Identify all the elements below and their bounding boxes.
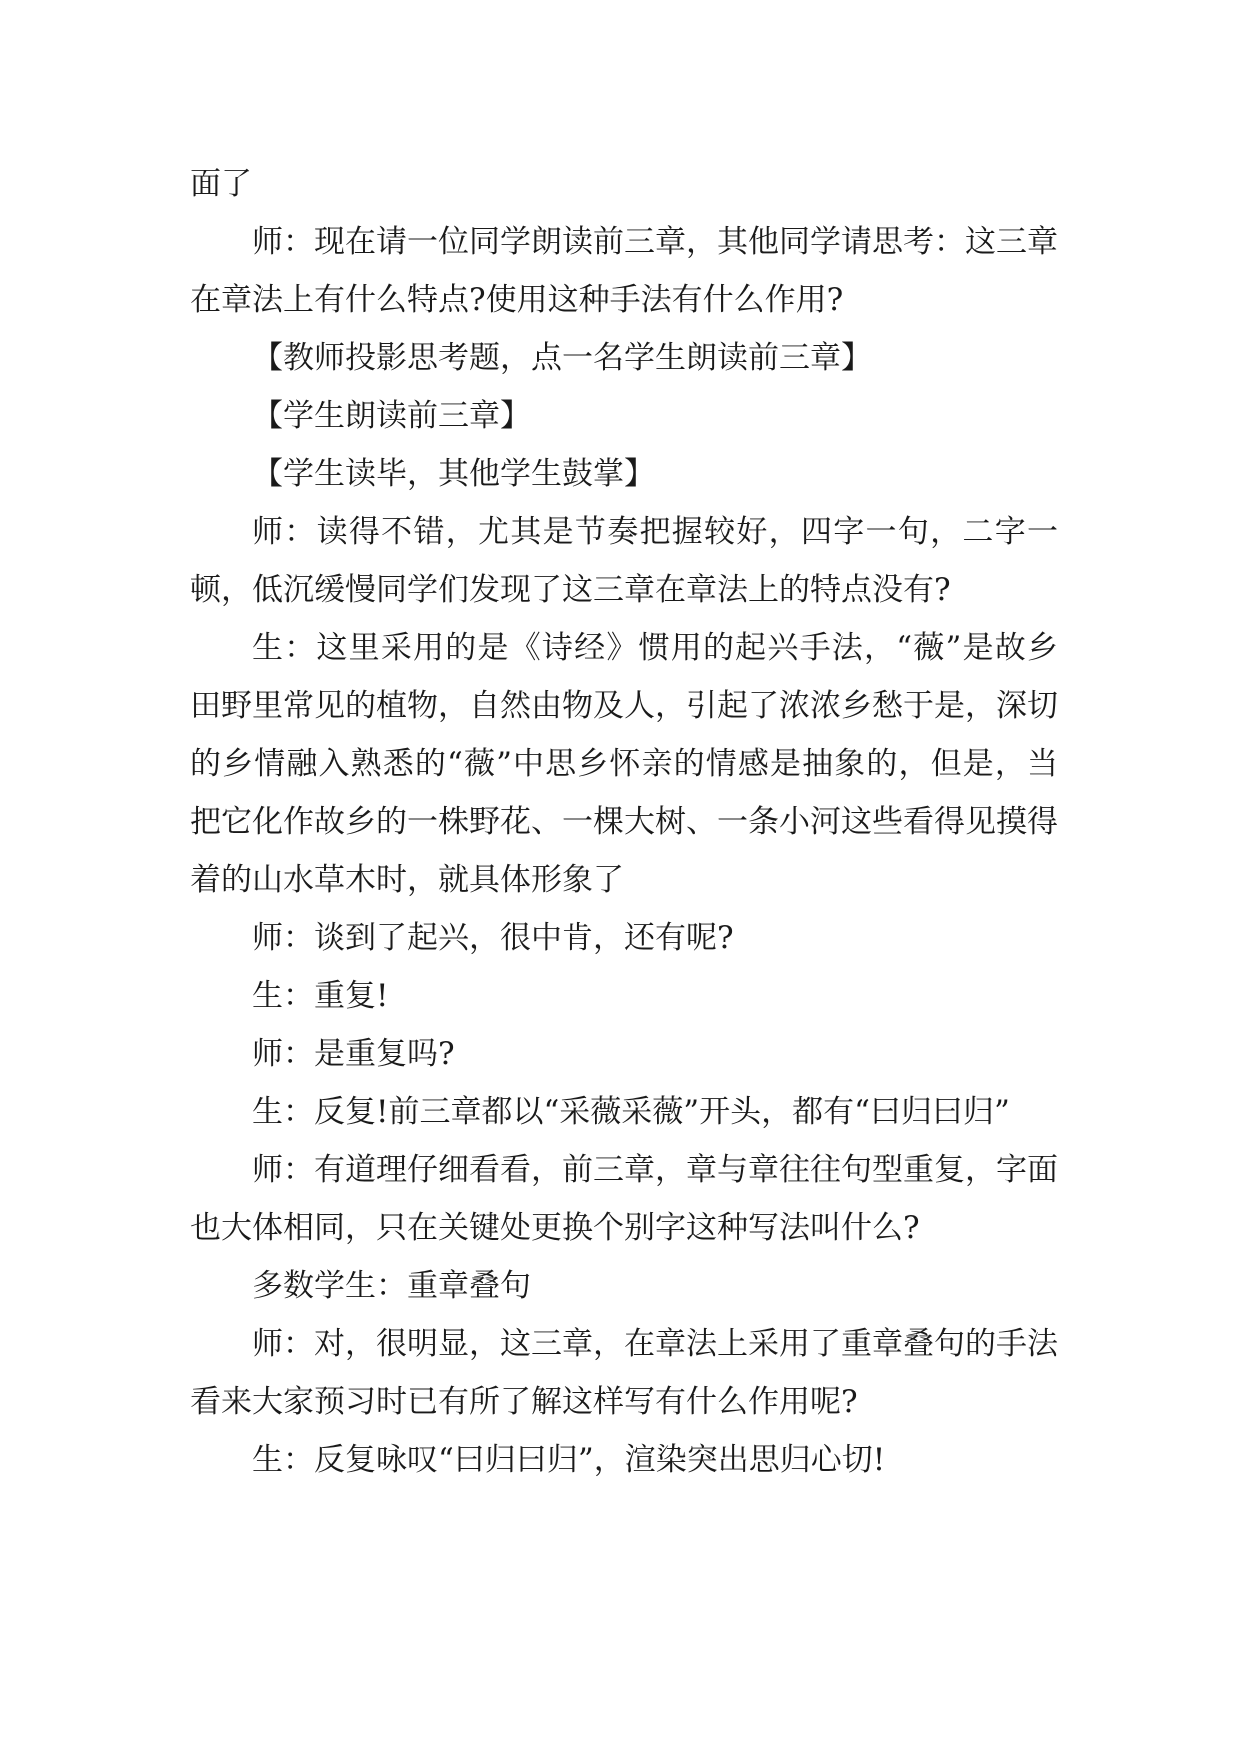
paragraph: 生：重复! [252,978,389,1014]
paragraph: 【学生朗读前三章】 [252,398,531,434]
paragraph: 生：反复!前三章都以“采薇采薇”开头，都有“曰归曰归” [252,1094,1010,1130]
paragraph: 师：谈到了起兴，很中肯，还有呢? [252,920,734,956]
paragraph: 师：对，很明显，这三章，在章法上采用了重章叠句的手法看来大家预习时已有所了解这样写有什么作用呢? [190,1326,1058,1420]
paragraph: 【学生读毕，其他学生鼓掌】 [252,456,655,492]
paragraph: 面了 [190,166,252,202]
paragraph: 生：这里采用的是《诗经》惯用的起兴手法，“薇”是故乡田野里常见的植物，自然由物及人，引起了浓浓乡愁于是，深切的乡情融入熟悉的“薇”中思乡怀亲的情感是抽象的，但是，当把它化作故乡的一株野花、一棵大树、一条小河这些看得见摸得着的山水草木时，就具体形象了 [190,630,1058,898]
paragraph: 师：是重复吗? [252,1036,455,1072]
paragraph: 【教师投影思考题，点一名学生朗读前三章】 [252,340,872,376]
paragraph: 师：读得不错，尤其是节奏把握较好，四字一句，二字一顿，低沉缓慢同学们发现了这三章在章法上的特点没有? [190,514,1058,608]
paragraph: 多数学生：重章叠句 [252,1268,531,1304]
paragraph: 师：有道理仔细看看，前三章，章与章往往句型重复，字面也大体相同，只在关键处更换个别字这种写法叫什么? [190,1152,1058,1246]
document-page [190,155,1058,1489]
paragraph: 师：现在请一位同学朗读前三章，其他同学请思考：这三章在章法上有什么特点?使用这种手法有什么作用? [190,224,1058,318]
paragraph: 生：反复咏叹“曰归曰归”，渲染突出思归心切! [252,1442,886,1478]
